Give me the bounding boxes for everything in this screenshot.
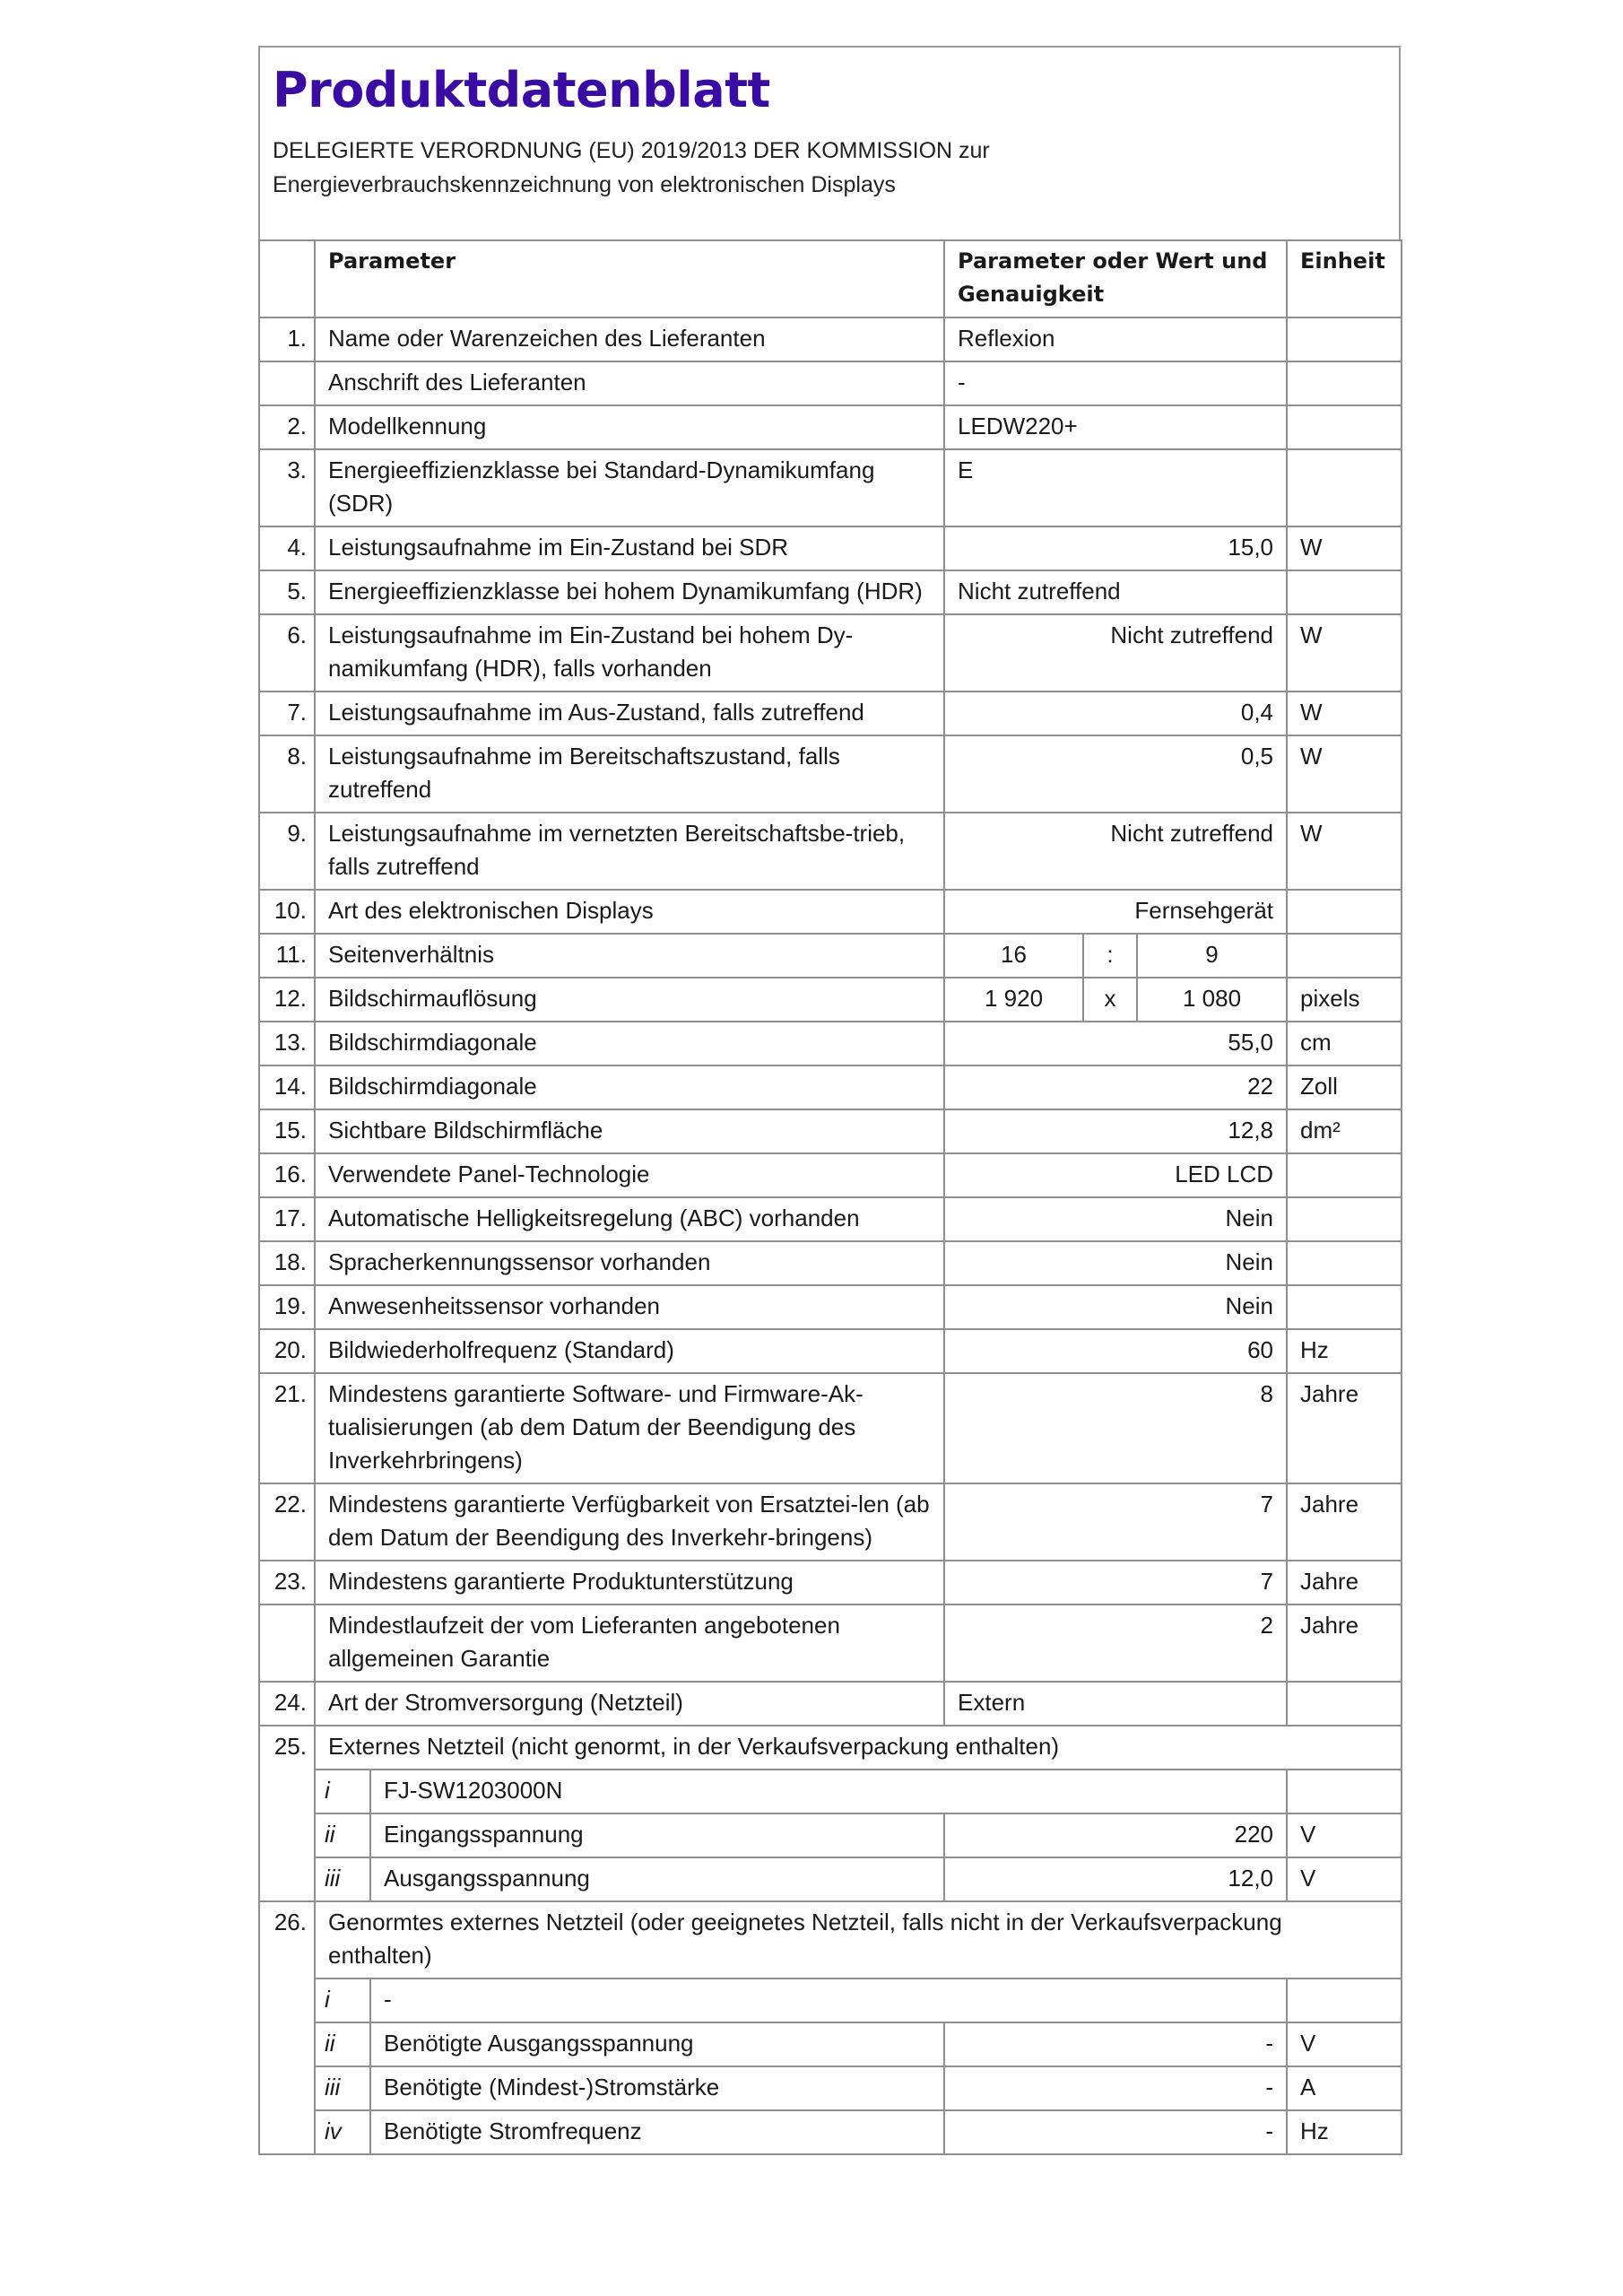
sub-item-index: i bbox=[315, 1770, 370, 1813]
section-26-item-row bbox=[259, 2110, 1402, 2154]
row-number: 13. bbox=[259, 1022, 315, 1065]
table-row bbox=[259, 614, 1402, 691]
row-value-a: 1 920 bbox=[944, 978, 1083, 1022]
sub-item-index: ii bbox=[315, 1813, 370, 1857]
row-value: 8 bbox=[944, 1373, 1287, 1483]
table-row bbox=[259, 526, 1402, 570]
row-value: LEDW220+ bbox=[944, 405, 1287, 449]
section-25-item-row bbox=[259, 1813, 1402, 1857]
table-row bbox=[259, 1373, 1402, 1483]
section-25-title: Externes Netzteil (nicht genormt, in der Verkaufsverpackung enthalten) bbox=[315, 1726, 1402, 1770]
row-number: 8. bbox=[259, 735, 315, 813]
sub-item-index: iii bbox=[315, 2066, 370, 2110]
sub-item-unit bbox=[1287, 1770, 1402, 1813]
row-number: 7. bbox=[259, 691, 315, 735]
row-parameter: Energieeffizienzklasse bei hohem Dynamikumfang (HDR) bbox=[315, 570, 944, 614]
row-value: Nein bbox=[944, 1197, 1287, 1241]
sub-item-index: iv bbox=[315, 2110, 370, 2154]
row-value: Nein bbox=[944, 1285, 1287, 1329]
row-value: 15,0 bbox=[944, 526, 1287, 570]
table-row bbox=[259, 934, 1402, 978]
subtitle-line-2: Energieverbrauchskennzeichnung von elektronischen Displays bbox=[273, 172, 896, 197]
row-number: 11. bbox=[259, 934, 315, 978]
regulation-subtitle bbox=[273, 134, 1386, 202]
row-number: 12. bbox=[259, 978, 315, 1022]
row-unit: Jahre bbox=[1287, 1373, 1402, 1483]
row-value: Nicht zutreffend bbox=[944, 813, 1287, 890]
row-value-b: 1 080 bbox=[1137, 978, 1287, 1022]
row-number: 19. bbox=[259, 1285, 315, 1329]
header-value: Parameter oder Wert und Genauigkeit bbox=[944, 240, 1287, 317]
sub-item-value: 220 bbox=[944, 1813, 1287, 1857]
row-parameter: Energieeffizienzklasse bei Standard-Dynamikumfang (SDR) bbox=[315, 449, 944, 526]
row-number: 9. bbox=[259, 813, 315, 890]
row-number: 21. bbox=[259, 1373, 315, 1483]
sub-item-unit bbox=[1287, 1979, 1402, 2022]
parameter-table bbox=[258, 239, 1402, 2155]
row-value: 0,4 bbox=[944, 691, 1287, 735]
table-row bbox=[259, 1285, 1402, 1329]
row-unit bbox=[1287, 890, 1402, 934]
table-row bbox=[259, 735, 1402, 813]
table-row bbox=[259, 1197, 1402, 1241]
row-number: 18. bbox=[259, 1241, 315, 1285]
sub-item-value: 12,0 bbox=[944, 1857, 1287, 1901]
row-parameter: Mindestens garantierte Verfügbarkeit von Ersatztei-len (ab dem Datum der Beendigung des Inverkehr-bringens) bbox=[315, 1483, 944, 1561]
product-data-sheet bbox=[258, 46, 1401, 2155]
row-value: Nein bbox=[944, 1241, 1287, 1285]
table-row bbox=[259, 813, 1402, 890]
section-26-title: Genormtes externes Netzteil (oder geeignetes Netzteil, falls nicht in der Verkaufsverpackung enthalten) bbox=[315, 1901, 1402, 1979]
sub-item-label: Benötigte Ausgangsspannung bbox=[370, 2022, 944, 2066]
table-row bbox=[259, 1483, 1402, 1561]
table-row bbox=[259, 361, 1402, 405]
row-number: 6. bbox=[259, 614, 315, 691]
table-row bbox=[259, 1109, 1402, 1153]
row-number: 1. bbox=[259, 317, 315, 361]
row-value: Extern bbox=[944, 1682, 1287, 1726]
row-unit: W bbox=[1287, 813, 1402, 890]
section-26-item-row bbox=[259, 1979, 1402, 2022]
row-parameter: Bildschirmdiagonale bbox=[315, 1065, 944, 1109]
row-parameter: Leistungsaufnahme im Ein-Zustand bei hohem Dy-namikumfang (HDR), falls vorhanden bbox=[315, 614, 944, 691]
row-number: 2. bbox=[259, 405, 315, 449]
document-header bbox=[258, 46, 1401, 239]
row-unit bbox=[1287, 570, 1402, 614]
row-unit bbox=[1287, 361, 1402, 405]
row-number: 24. bbox=[259, 1682, 315, 1726]
row-number: 23. bbox=[259, 1561, 315, 1605]
sub-item-index: i bbox=[315, 1979, 370, 2022]
sub-item-unit: V bbox=[1287, 1857, 1402, 1901]
row-number: 22. bbox=[259, 1483, 315, 1561]
subtitle-line-1: DELEGIERTE VERORDNUNG (EU) 2019/2013 DER KOMMISSION zur bbox=[273, 138, 990, 163]
row-parameter: Leistungsaufnahme im vernetzten Bereitschaftsbe-trieb, falls zutreffend bbox=[315, 813, 944, 890]
row-parameter: Mindestens garantierte Produktunterstützung bbox=[315, 1561, 944, 1605]
table-row bbox=[259, 1605, 1402, 1682]
row-parameter: Automatische Helligkeitsregelung (ABC) vorhanden bbox=[315, 1197, 944, 1241]
table-row bbox=[259, 405, 1402, 449]
sub-item-value: - bbox=[944, 2066, 1287, 2110]
row-unit bbox=[1287, 1241, 1402, 1285]
row-parameter: Bildschirmauflösung bbox=[315, 978, 944, 1022]
row-value: 2 bbox=[944, 1605, 1287, 1682]
row-number: 17. bbox=[259, 1197, 315, 1241]
row-unit: pixels bbox=[1287, 978, 1402, 1022]
row-unit bbox=[1287, 1153, 1402, 1197]
row-unit: Jahre bbox=[1287, 1483, 1402, 1561]
row-value: 0,5 bbox=[944, 735, 1287, 813]
section-25-item-row bbox=[259, 1857, 1402, 1901]
table-row bbox=[259, 317, 1402, 361]
row-unit: W bbox=[1287, 735, 1402, 813]
table-header-row bbox=[259, 240, 1402, 317]
row-unit: W bbox=[1287, 526, 1402, 570]
row-number: 4. bbox=[259, 526, 315, 570]
table-row bbox=[259, 978, 1402, 1022]
row-parameter: Bildschirmdiagonale bbox=[315, 1022, 944, 1065]
row-number: 14. bbox=[259, 1065, 315, 1109]
row-parameter: Sichtbare Bildschirmfläche bbox=[315, 1109, 944, 1153]
row-unit: Jahre bbox=[1287, 1561, 1402, 1605]
section-25-item-row bbox=[259, 1770, 1402, 1813]
row-parameter: Name oder Warenzeichen des Lieferanten bbox=[315, 317, 944, 361]
row-number: 20. bbox=[259, 1329, 315, 1373]
table-row bbox=[259, 1022, 1402, 1065]
row-parameter: Bildwiederholfrequenz (Standard) bbox=[315, 1329, 944, 1373]
sub-item-unit: Hz bbox=[1287, 2110, 1402, 2154]
sub-item-label: Benötigte (Mindest-)Stromstärke bbox=[370, 2066, 944, 2110]
section-25-number: 25. bbox=[259, 1726, 315, 1901]
row-value: Nicht zutreffend bbox=[944, 614, 1287, 691]
row-unit: cm bbox=[1287, 1022, 1402, 1065]
row-parameter: Leistungsaufnahme im Aus-Zustand, falls zutreffend bbox=[315, 691, 944, 735]
row-unit bbox=[1287, 1285, 1402, 1329]
row-parameter: Leistungsaufnahme im Bereitschaftszustand, falls zutreffend bbox=[315, 735, 944, 813]
row-parameter: Spracherkennungssensor vorhanden bbox=[315, 1241, 944, 1285]
row-value: 55,0 bbox=[944, 1022, 1287, 1065]
row-number: 10. bbox=[259, 890, 315, 934]
table-row bbox=[259, 1682, 1402, 1726]
table-row bbox=[259, 449, 1402, 526]
sub-item-unit: A bbox=[1287, 2066, 1402, 2110]
row-value: - bbox=[944, 361, 1287, 405]
row-value: Fernsehgerät bbox=[944, 890, 1287, 934]
row-unit: Hz bbox=[1287, 1329, 1402, 1373]
page-title: Produktdatenblatt bbox=[273, 62, 770, 118]
row-unit: Zoll bbox=[1287, 1065, 1402, 1109]
row-parameter: Leistungsaufnahme im Ein-Zustand bei SDR bbox=[315, 526, 944, 570]
row-parameter: Mindestlaufzeit der vom Lieferanten angebotenen allgemeinen Garantie bbox=[315, 1605, 944, 1682]
table-row bbox=[259, 1065, 1402, 1109]
sub-item-label: Eingangsspannung bbox=[370, 1813, 944, 1857]
table-row bbox=[259, 570, 1402, 614]
row-parameter: Anwesenheitssensor vorhanden bbox=[315, 1285, 944, 1329]
header-unit: Einheit bbox=[1287, 240, 1402, 317]
table-row bbox=[259, 1241, 1402, 1285]
row-parameter: Modellkennung bbox=[315, 405, 944, 449]
row-unit bbox=[1287, 405, 1402, 449]
row-unit: Jahre bbox=[1287, 1605, 1402, 1682]
row-value: Nicht zutreffend bbox=[944, 570, 1287, 614]
row-value: E bbox=[944, 449, 1287, 526]
row-parameter: Mindestens garantierte Software- und Firmware-Ak-tualisierungen (ab dem Datum der Beendigung des Inverkehrbringens) bbox=[315, 1373, 944, 1483]
header-parameter: Parameter bbox=[315, 240, 944, 317]
row-value-a: 16 bbox=[944, 934, 1083, 978]
section-25-title-row bbox=[259, 1726, 1402, 1770]
sub-item-label: Ausgangsspannung bbox=[370, 1857, 944, 1901]
row-value: 7 bbox=[944, 1561, 1287, 1605]
sub-item-label: FJ-SW1203000N bbox=[370, 1770, 1287, 1813]
sub-item-unit: V bbox=[1287, 1813, 1402, 1857]
sub-item-label: - bbox=[370, 1979, 1287, 2022]
table-row bbox=[259, 691, 1402, 735]
row-number: 5. bbox=[259, 570, 315, 614]
sub-item-unit: V bbox=[1287, 2022, 1402, 2066]
section-26-number: 26. bbox=[259, 1901, 315, 2154]
row-parameter: Art des elektronischen Displays bbox=[315, 890, 944, 934]
row-value: 12,8 bbox=[944, 1109, 1287, 1153]
row-unit: dm² bbox=[1287, 1109, 1402, 1153]
row-value-separator: x bbox=[1083, 978, 1137, 1022]
row-parameter: Anschrift des Lieferanten bbox=[315, 361, 944, 405]
header-num-cell bbox=[259, 240, 315, 317]
sub-item-index: iii bbox=[315, 1857, 370, 1901]
row-value: 7 bbox=[944, 1483, 1287, 1561]
row-unit bbox=[1287, 934, 1402, 978]
row-unit bbox=[1287, 317, 1402, 361]
sub-item-value: - bbox=[944, 2022, 1287, 2066]
row-number bbox=[259, 1605, 315, 1682]
row-value: 22 bbox=[944, 1065, 1287, 1109]
row-number: 3. bbox=[259, 449, 315, 526]
table-row bbox=[259, 1329, 1402, 1373]
row-number: 16. bbox=[259, 1153, 315, 1197]
sub-item-value: - bbox=[944, 2110, 1287, 2154]
table-row bbox=[259, 890, 1402, 934]
row-parameter: Verwendete Panel-Technologie bbox=[315, 1153, 944, 1197]
row-parameter: Art der Stromversorgung (Netzteil) bbox=[315, 1682, 944, 1726]
row-unit: W bbox=[1287, 691, 1402, 735]
table-row bbox=[259, 1561, 1402, 1605]
row-value: LED LCD bbox=[944, 1153, 1287, 1197]
row-unit: W bbox=[1287, 614, 1402, 691]
row-value-separator: : bbox=[1083, 934, 1137, 978]
row-value: Reflexion bbox=[944, 317, 1287, 361]
section-26-title-row bbox=[259, 1901, 1402, 1979]
row-value: 60 bbox=[944, 1329, 1287, 1373]
section-26-item-row bbox=[259, 2022, 1402, 2066]
row-unit bbox=[1287, 1197, 1402, 1241]
sub-item-label: Benötigte Stromfrequenz bbox=[370, 2110, 944, 2154]
row-value-b: 9 bbox=[1137, 934, 1287, 978]
sub-item-index: ii bbox=[315, 2022, 370, 2066]
row-parameter: Seitenverhältnis bbox=[315, 934, 944, 978]
table-row bbox=[259, 1153, 1402, 1197]
row-number: 15. bbox=[259, 1109, 315, 1153]
row-unit bbox=[1287, 449, 1402, 526]
row-unit bbox=[1287, 1682, 1402, 1726]
section-26-item-row bbox=[259, 2066, 1402, 2110]
row-number bbox=[259, 361, 315, 405]
